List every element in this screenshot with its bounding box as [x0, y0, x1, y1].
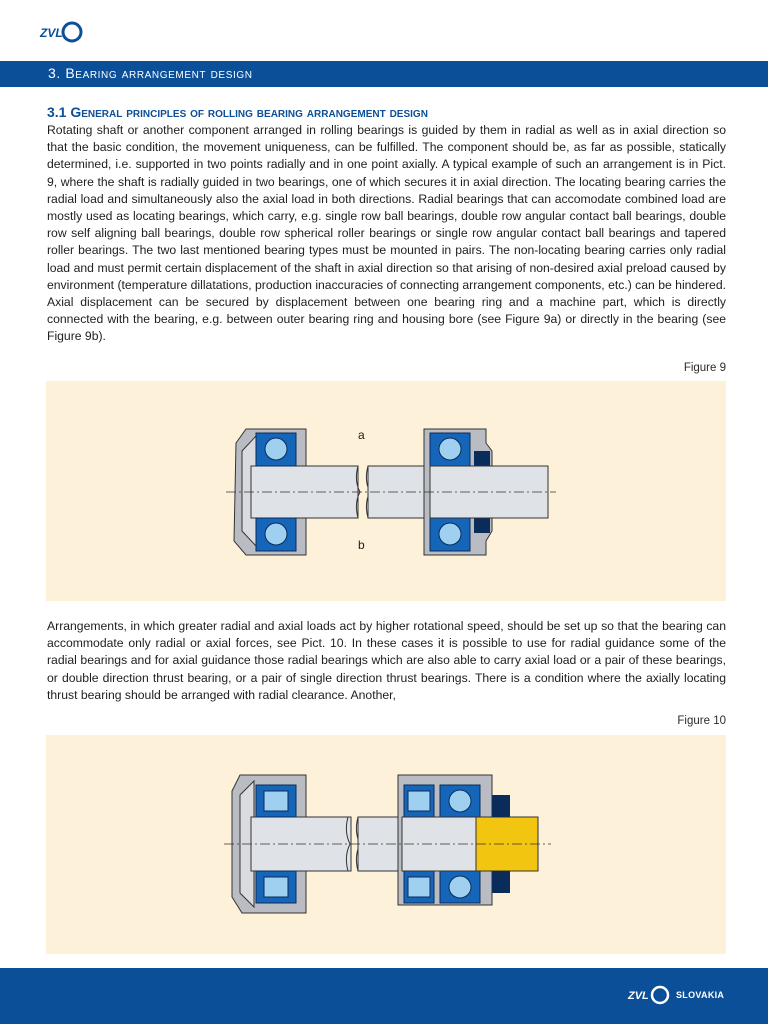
footer-brand-text: SLOVAKIA	[676, 990, 725, 1000]
figure-9-letter-a: a	[358, 428, 365, 442]
page-footer	[0, 968, 768, 1024]
figure-10-drawing	[46, 735, 726, 954]
body-paragraph-2: Arrangements, in which greater radial and axial loads act by higher rotational speed, should be set up so that the bearing can accommodate only radial or axial forces, see Pict. 10. In these cases it is possible to use for radial guidance some of the radial bearings and for axial guidance those radial bearings which are also able to carry axial load or a pair of these bearings, or double direction thrust bearing, or a pair of single direction thrust bearings. There is a condition where the axially locating thrust bearing should be arranged with radial clearance. Another,	[47, 619, 726, 702]
svg-text:ZVL: ZVL	[628, 990, 649, 1002]
figure-10-label: Figure 10	[677, 715, 726, 727]
chapter-title: 3. Bearing arrangement design	[48, 65, 253, 81]
figure-9-drawing	[46, 381, 726, 601]
svg-text:ZVL: ZVL	[40, 26, 63, 40]
figure-9-letter-b: b	[358, 538, 365, 552]
zvl-logo-icon	[626, 984, 674, 1006]
figure-10	[46, 735, 726, 954]
zvl-logo-icon	[38, 20, 86, 44]
figure-9	[46, 381, 726, 601]
body-paragraph-1: Rotating shaft or another component arranged in rolling bearings is guided by them in radial as well as in axial direction so that the basic condition, the movement uniqueness, can be fulfilled. The component should be, as far as possible, statically determined, i.e. supported in two points radially and in one point axially. A typical example of such an arrangement is in Pict. 9, where the shaft is radially guided in two bearings, one of which secures it in axial direction. The locating bearing carries the radial load and simultaneously also the axial load in both directions. Radial bearings that can accomodate combined load are mostly used as locating bearings, which carry, e.g. single row ball bearings, double row angular contact ball bearings, double row self aligning ball bearings, double row spherical roller bearings or single row angular contact ball bearings and tapered roller bearings. The two last mentioned bearing types must be mounted in pairs. The non-locating bearing carries only radial load and must permit certain displacement of the shaft in axial direction so that arising of non-desired axial preload caused by environment (temperature dillatations, production inaccuracies of connecting arrangement components, etc.) can be hindered. Axial displacement can be secured by displacement between one bearing ring and a machine part, which is directly connected with the bearing, e.g. between outer bearing ring and housing bore (see Figure 9a) or directly in the bearing (see Figure 9b).	[47, 123, 726, 344]
figure-9-label: Figure 9	[683, 362, 726, 374]
section-title: 3.1 General principles of rolling bearing arrangement design	[47, 104, 428, 120]
chapter-header	[0, 61, 768, 87]
